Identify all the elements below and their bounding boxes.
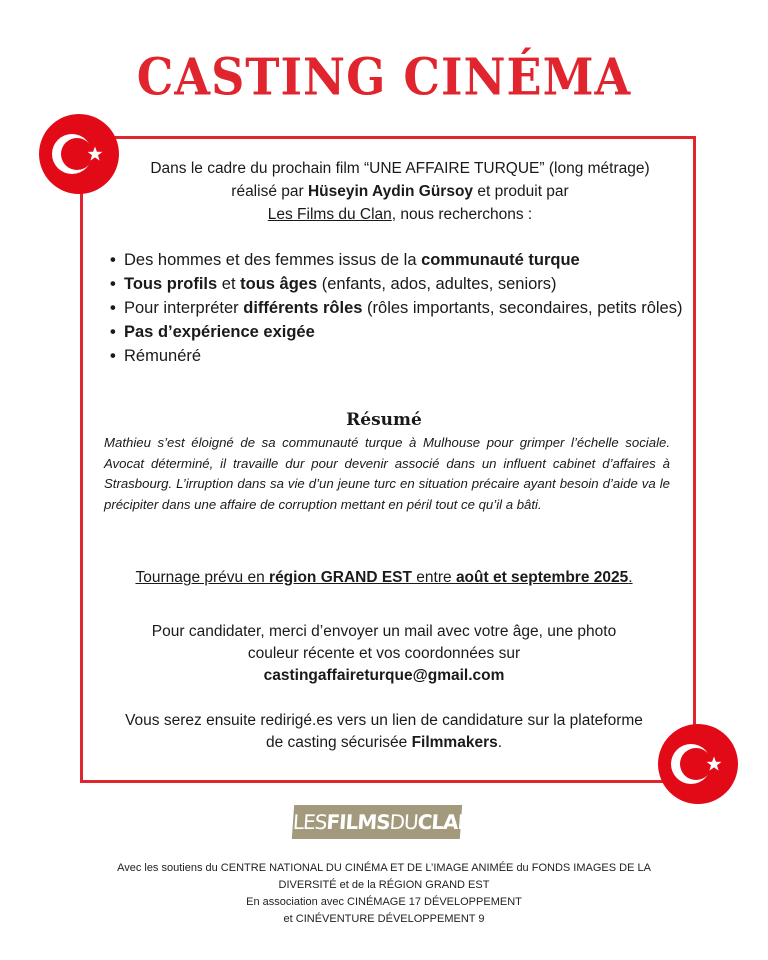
apply-paragraph: [100, 621, 668, 687]
footer-credits: [90, 860, 678, 928]
item-bold: différents rôles: [243, 299, 363, 317]
les-films-du-clan-logo: [292, 805, 475, 839]
intro-line: [120, 203, 680, 226]
email-address[interactable]: castingaffaireturque@gmail.com: [263, 667, 505, 684]
footer-line: et CINÉVENTURE DÉVELOPPEMENT 9: [283, 913, 485, 925]
shooting-region: région GRAND EST: [269, 569, 412, 586]
footer-line: En association avec CINÉMAGE 17 DÉVELOPPEMENT: [246, 896, 522, 908]
item-bold: tous âges: [240, 275, 318, 293]
item-text: (enfants, ados, adultes, seniors): [317, 275, 557, 293]
item-bold: communauté turque: [421, 251, 580, 269]
redirect-text: de casting sécurisée: [265, 734, 412, 751]
list-item: [110, 248, 685, 272]
list-item: [110, 296, 685, 320]
item-text: Pour interpréter: [124, 299, 244, 317]
director-name: Hüseyin Aydin Gürsoy: [307, 183, 474, 200]
apply-line: Pour candidater, merci d’envoyer un mail avec votre âge, une photo: [151, 623, 617, 640]
redirect-line: [95, 732, 673, 754]
logo-part: CLAN: [416, 810, 475, 834]
list-item: [110, 320, 685, 344]
page-title: CASTING CINÉMA: [136, 47, 632, 107]
resume-text: Mathieu s’est éloigné de sa communauté turque à Mulhouse pour grimper l’échelle sociale. Avocat déterminé, il travaille dur pour devenir associé dans un influent cabinet d’affaires à Strasbourg. L’irruption dans sa vie d’un jeune turc en situation précaire ayant besoin d’aide va le précipiter dans une affaire de corruption mettant en péril tout ce qu’il a bâti.: [104, 435, 670, 512]
intro-line: Dans le cadre du prochain film “UNE AFFAIRE TURQUE” (long métrage): [150, 160, 650, 177]
item-text: et: [217, 275, 241, 293]
requirements-list: [110, 248, 685, 368]
footer-line: DIVERSITÉ et de la RÉGION GRAND EST: [278, 879, 490, 891]
resume-heading: Résumé: [346, 410, 422, 430]
item-bold: Tous profils: [124, 275, 218, 293]
shooting-dates: août et septembre 2025: [455, 569, 629, 586]
shooting-text: entre: [411, 569, 456, 586]
item-bold: Pas d’expérience exigée: [124, 323, 315, 341]
turkish-flag-icon: [658, 724, 738, 804]
shooting-info: [90, 569, 678, 587]
email-link[interactable]: [100, 665, 668, 687]
list-item: [110, 272, 685, 296]
intro-text: réalisé par: [231, 183, 308, 200]
turkish-flag-icon: [39, 114, 119, 194]
shooting-text: .: [628, 569, 633, 586]
shooting-text: Tournage prévu en: [135, 569, 270, 586]
apply-line: couleur récente et vos coordonnées sur: [247, 645, 521, 662]
list-item: [110, 344, 685, 368]
platform-name: Filmmakers: [411, 734, 498, 751]
intro-line: [120, 180, 680, 203]
redirect-text: .: [497, 734, 503, 751]
intro-paragraph: [120, 157, 680, 226]
producer-name: Les Films du Clan: [267, 206, 392, 223]
logo-part: FILMS: [325, 810, 391, 834]
redirect-paragraph: [95, 710, 673, 754]
item-text: Rémunéré: [124, 347, 202, 365]
logo-part: DU: [388, 810, 419, 834]
logo-part: LES: [292, 810, 328, 834]
intro-text: et produit par: [473, 183, 569, 200]
redirect-line: Vous serez ensuite redirigé.es vers un lien de candidature sur la plateforme: [125, 712, 643, 729]
footer-line: Avec les soutiens du CENTRE NATIONAL DU CINÉMA ET DE L’IMAGE ANIMÉE du FONDS IMAGES DE LA: [117, 862, 651, 874]
item-text: Des hommes et des femmes issus de la: [124, 251, 422, 269]
shooting-line: [135, 569, 632, 586]
intro-text: , nous recherchons :: [391, 206, 533, 223]
item-text: (rôles importants, secondaires, petits rôles): [362, 299, 683, 317]
